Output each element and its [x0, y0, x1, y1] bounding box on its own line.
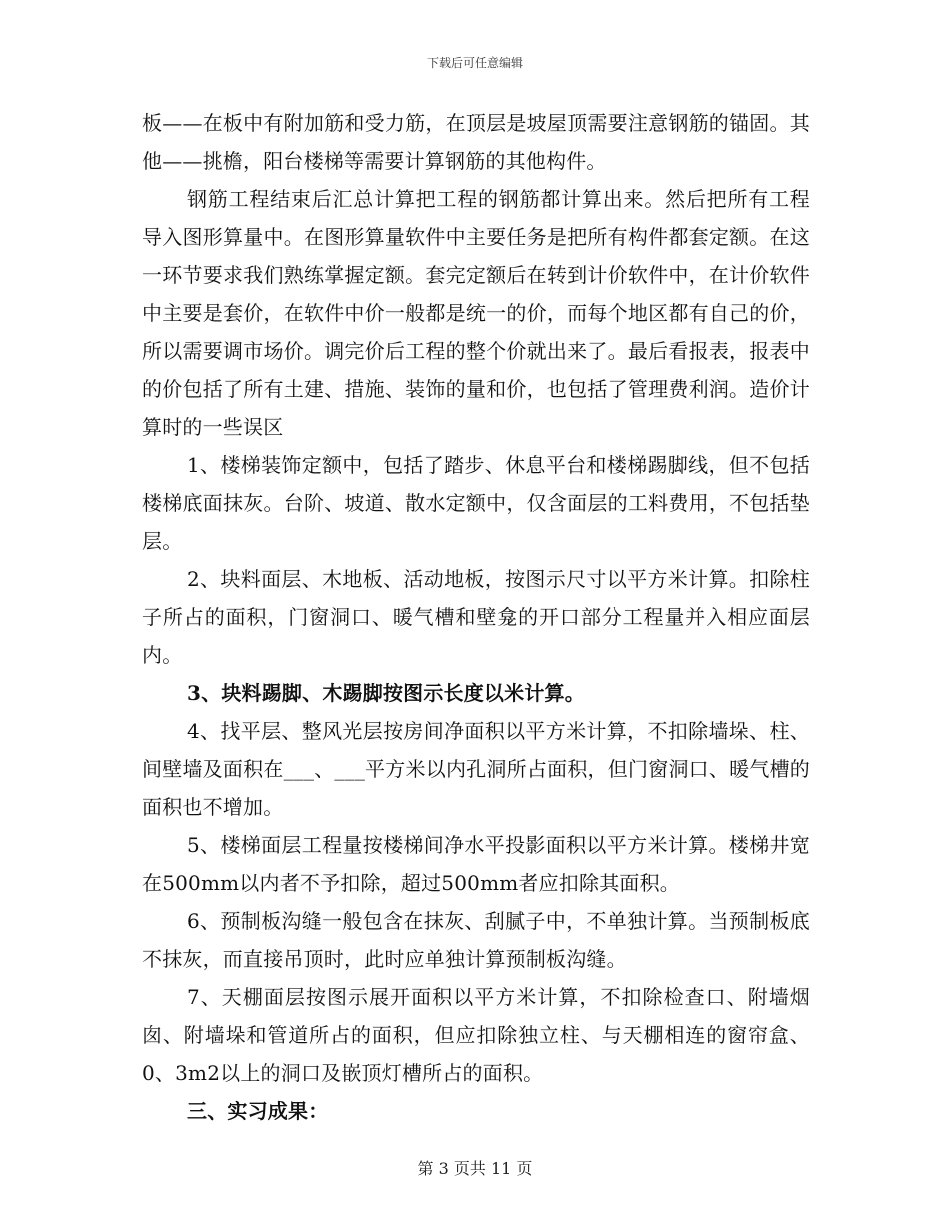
paragraph-item-1: 1、楼梯装饰定额中，包括了踏步、休息平台和楼梯踢脚线，但不包括楼梯底面抹灰。台阶、坡道、散水定额中，仅含面层的工料费用，不包括垫层。: [142, 453, 810, 553]
section-heading-results: 三、实习成果：: [187, 1099, 329, 1123]
paragraph-item-2: 2、块料面层、木地板、活动地板，按图示尺寸以平方米计算。扣除柱子所占的面积，门窗洞口、暖气槽和壁龛的开口部分工程量并入相应面层内。: [142, 567, 810, 667]
paragraph-item-7: 7、天棚面层按图示展开面积以平方米计算，不扣除检查口、附墙烟囱、附墙垛和管道所占的面积，但应扣除独立柱、与天棚相连的窗帘盒、0、3m2以上的洞口及嵌顶灯槽所占的面积。: [142, 985, 810, 1085]
paragraph-item-6: 6、预制板沟缝一般包含在抹灰、刮腻子中，不单独计算。当预制板底不抹灰，而直接吊顶时，此时应单独计算预制板沟缝。: [142, 909, 810, 971]
paragraph-rebar-summary: 钢筋工程结束后汇总计算把工程的钢筋都计算出来。然后把所有工程导入图形算量中。在图形算量软件中主要任务是把所有构件都套定额。在这一环节要求我们熟练掌握定额。套完定额后在转到计价软件中，在计价软件中主要是套价，在软件中价一般都是统一的价，而每个地区都有自己的价，所以需要调市场价。调完价后工程的整个价就出来了。最后看报表，报表中的价包括了所有土建、措施、装饰的量和价，也包括了管理费利润。造价计算时的一些误区: [142, 187, 810, 439]
paragraph-item-5: 5、楼梯面层工程量按楼梯间净水平投影面积以平方米计算。楼梯井宽在500mm以内者不予扣除，超过500mm者应扣除其面积。: [142, 833, 810, 895]
paragraph-item-3: 3、块料踢脚、木踢脚按图示长度以米计算。: [187, 681, 585, 705]
paragraph-item-4: 4、找平层、整风光层按房间净面积以平方米计算，不扣除墙垛、柱、间壁墙及面积在___、___平方米以内孔洞所占面积，但门窗洞口、暖气槽的面积也不增加。: [142, 719, 810, 819]
paragraph-slab: 板——在板中有附加筋和受力筋，在顶层是坡屋顶需要注意钢筋的锚固。其他——挑檐，阳台楼梯等需要计算钢筋的其他构件。: [142, 111, 810, 173]
page-footer: 第 3 页共 11 页: [417, 1159, 533, 1178]
page-header: 下载后可任意编辑: [426, 56, 523, 70]
document-body: [142, 104, 810, 1130]
